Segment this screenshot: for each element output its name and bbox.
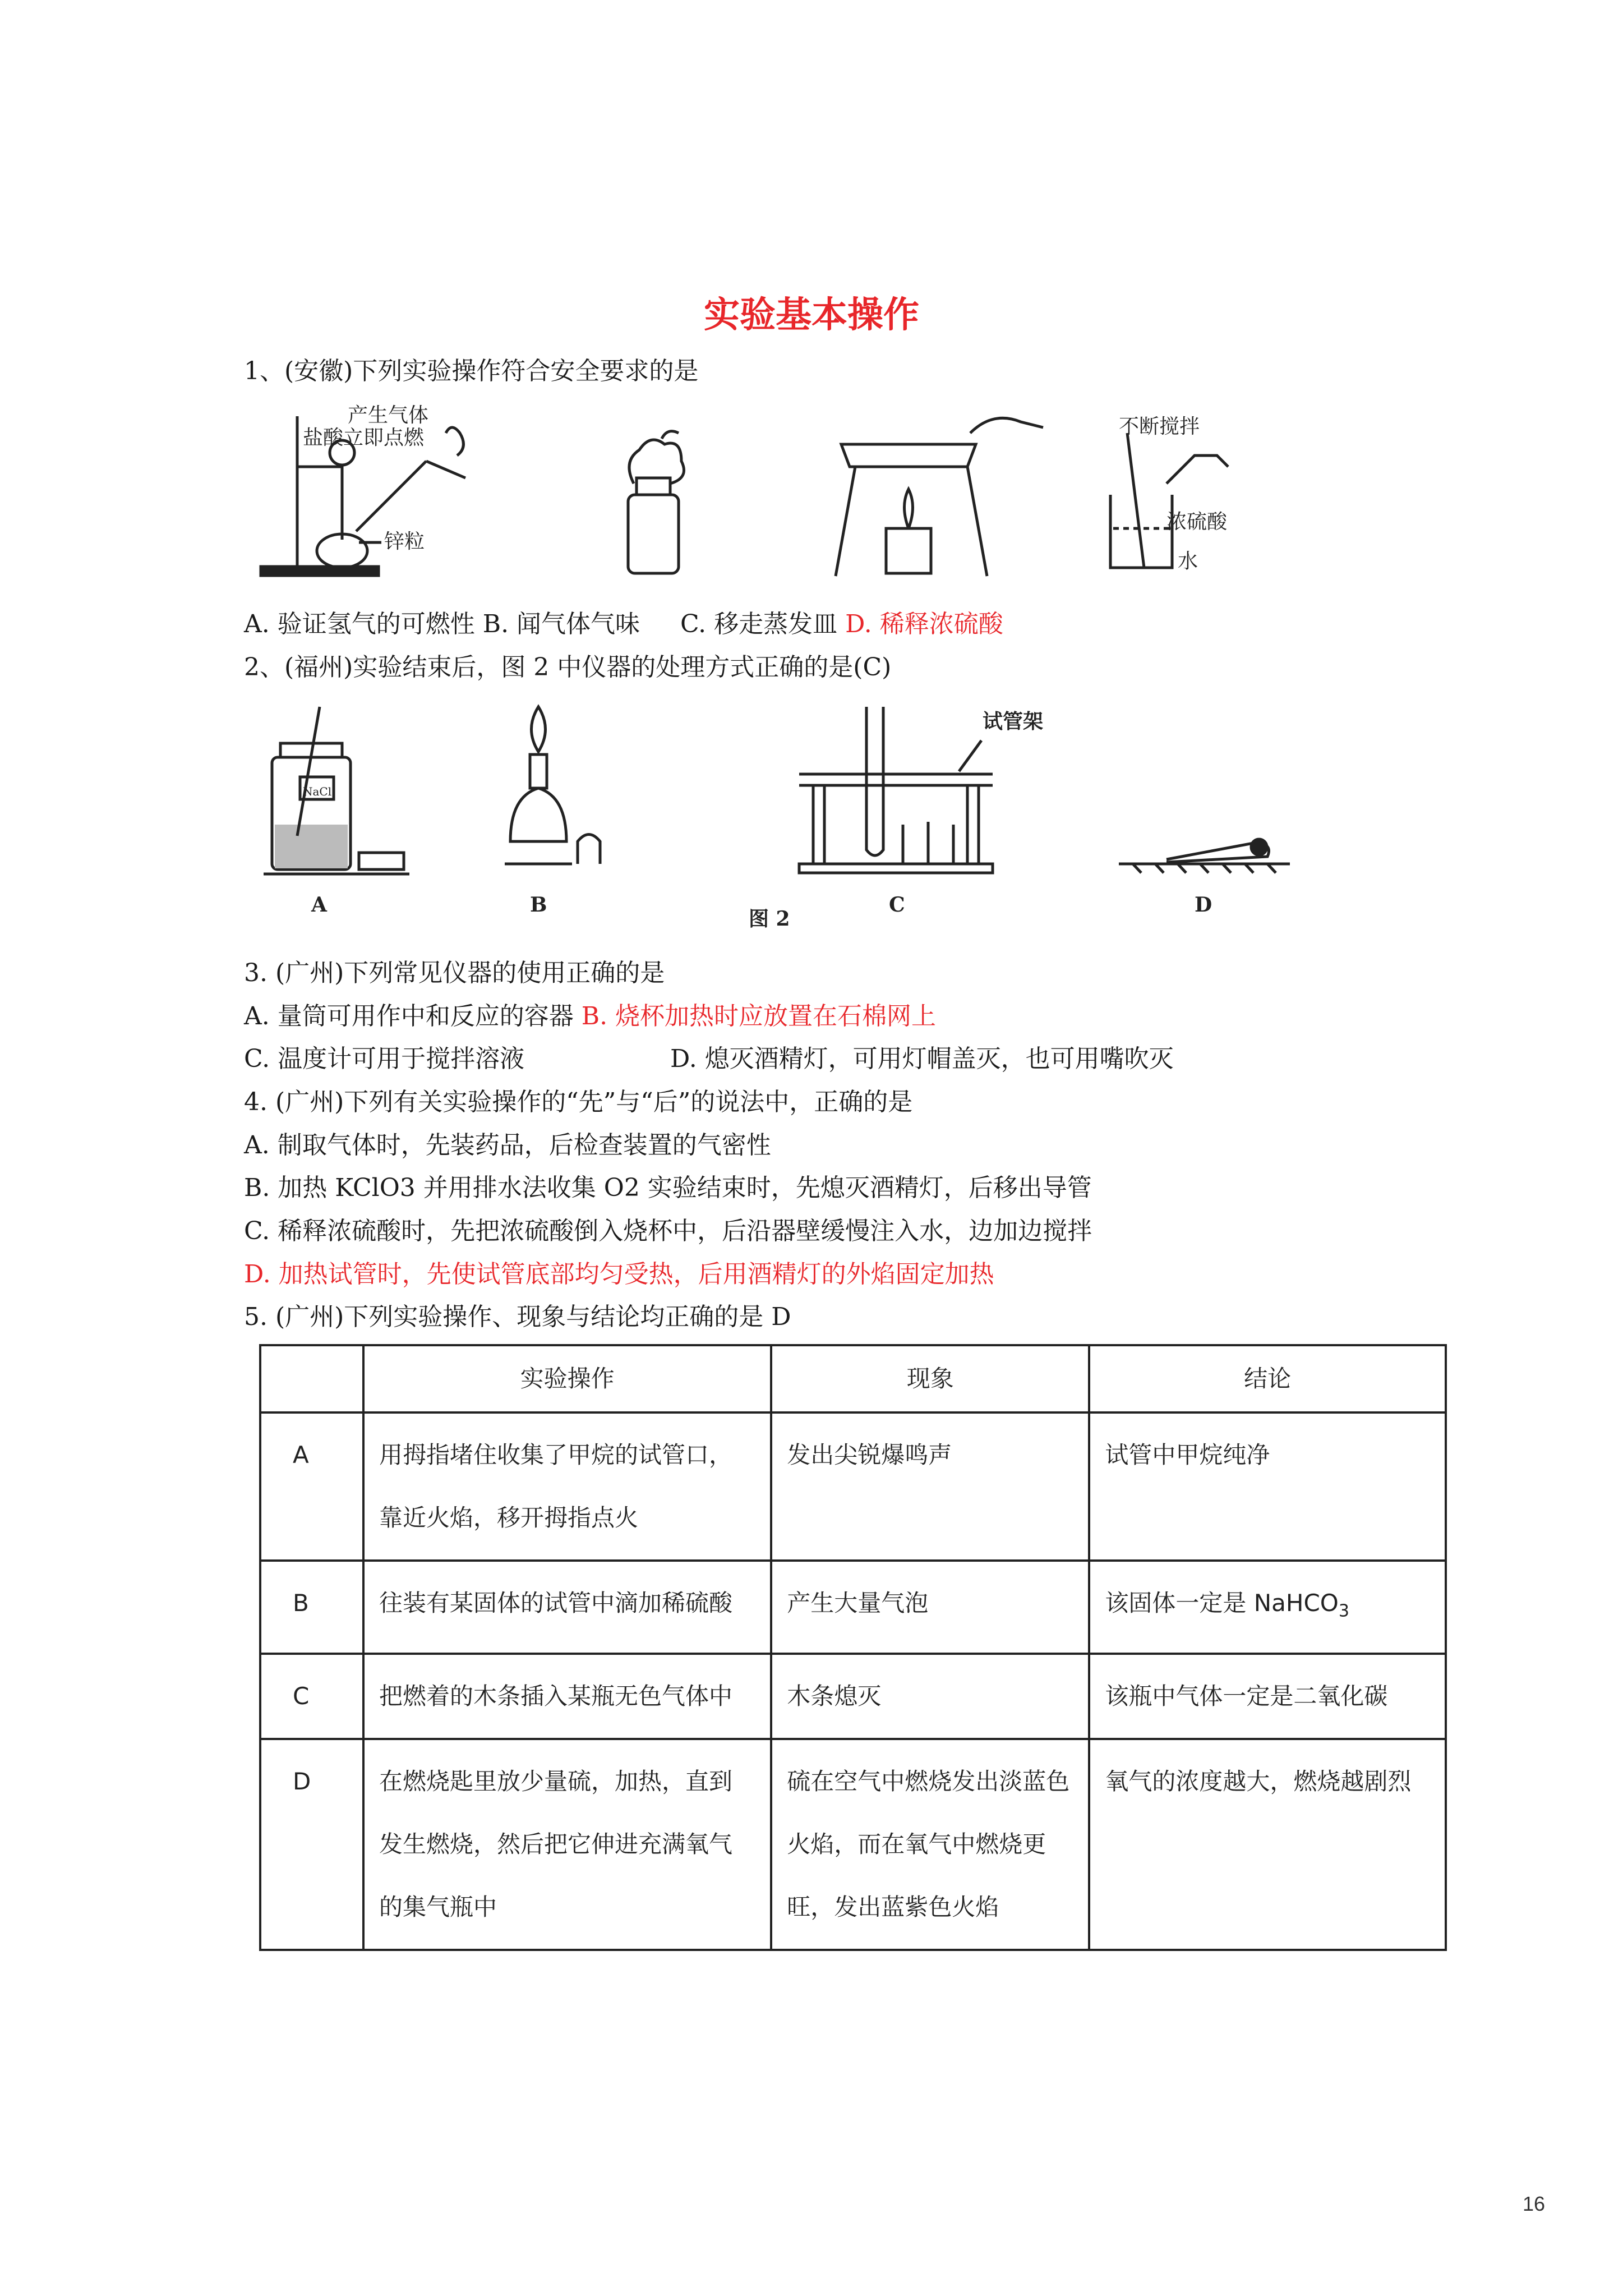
phenomenon-cell: 硫在空气中燃烧发出淡蓝色火焰，而在氧气中燃烧更旺，发出蓝紫色火焰 [771, 1739, 1089, 1950]
q2-label-d: D [1195, 893, 1212, 917]
q3-options-ab [244, 1000, 936, 1033]
evaporating-dish-drawing [836, 418, 1043, 576]
q2-label-b: B [530, 893, 547, 917]
q4-option-b: B. 加热 KClO3 并用排水法收集 O2 实验结束时，先熄灭酒精灯，后移出导管 [244, 1174, 1092, 1202]
conclusion-cell [1089, 1561, 1446, 1654]
q1-options [244, 608, 1003, 641]
alcohol-lamp-drawing [505, 707, 600, 864]
conclusion-cell: 该瓶中气体一定是二氧化碳 [1089, 1654, 1446, 1739]
subscript-3: 3 [1338, 1601, 1349, 1621]
q1-options-text: A. 验证氢气的可燃性 B. 闻气体气味 C. 移走蒸发皿 [244, 610, 846, 638]
q1-label-gas: 产生气体 [348, 404, 429, 427]
q3-option-d: D. 熄灭酒精灯，可用灯帽盖灭，也可用嘴吹灭 [670, 1045, 1174, 1073]
operation-cell: 往装有某固体的试管中滴加稀硫酸 [363, 1561, 771, 1654]
q3-option-c: C. 温度计可用于搅拌溶液 [244, 1045, 525, 1073]
q2-label-c: C [889, 893, 905, 917]
q1-stem: 1、(安徽)下列实验操作符合安全要求的是 [244, 357, 699, 385]
q3-option-a: A. 量筒可用作中和反应的容器 [244, 1002, 582, 1030]
q1-label-h2so4: 浓硫酸 [1166, 510, 1228, 533]
phenomenon-cell: 发出尖锐爆鸣声 [771, 1412, 1089, 1561]
q1-label-water: 水 [1178, 550, 1198, 573]
test-tube-lying-drawing [1119, 839, 1290, 873]
table-header-cell: 结论 [1089, 1345, 1446, 1412]
q4-option-d: D. 加热试管时，先使试管底部均匀受热，后用酒精灯的外焰固定加热 [244, 1260, 994, 1289]
page-title: 实验基本操作 [704, 295, 919, 336]
q1-label-stir: 不断搅拌 [1119, 415, 1200, 438]
q2-figure [247, 696, 1340, 939]
conclusion-text: 该固体一定是 NaHCO [1105, 1589, 1339, 1617]
q2-figure-caption: 图 2 [749, 907, 790, 931]
operation-cell: 在燃烧匙里放少量硫，加热，直到发生燃烧，然后把它伸进充满氧气的集气瓶中 [363, 1739, 771, 1950]
q1-label-acid: 盐酸 [303, 426, 344, 449]
q3-stem: 3. (广州)下列常见仪器的使用正确的是 [244, 959, 665, 987]
phenomenon-cell: 木条熄灭 [771, 1654, 1089, 1739]
table-header-row [260, 1345, 1446, 1412]
smell-bottle-drawing [628, 431, 684, 573]
q1-label-ignite: 立即点燃 [343, 426, 425, 449]
table-row [260, 1739, 1446, 1950]
q1-label-zinc: 锌粒 [384, 530, 425, 553]
operation-cell: 把燃着的木条插入某瓶无色气体中 [363, 1654, 771, 1739]
test-tube-rack-drawing [799, 707, 993, 873]
q5-stem: 5. (广州)下列实验操作、现象与结论均正确的是 D [244, 1303, 791, 1331]
conclusion-cell: 试管中甲烷纯净 [1089, 1412, 1446, 1561]
conclusion-cell: 氧气的浓度越大，燃烧越剧烈 [1089, 1739, 1446, 1950]
table-header-cell [260, 1345, 363, 1412]
q2-label-nacl: NaCl [303, 785, 332, 798]
q1-figure [247, 399, 1340, 592]
table-header-cell: 实验操作 [363, 1345, 771, 1412]
reagent-jar-drawing [264, 707, 409, 874]
row-label: D [260, 1739, 363, 1950]
q4-option-c: C. 稀释浓硫酸时，先把浓硫酸倒入烧杯中，后沿器壁缓慢注入水，边加边搅拌 [244, 1217, 1092, 1245]
row-label: C [260, 1654, 363, 1739]
q2-stem: 2、(福州)实验结束后，图 2 中仪器的处理方式正确的是(C) [244, 653, 892, 682]
row-label: B [260, 1561, 363, 1654]
q4-option-a: A. 制取气体时，先装药品，后检查装置的气密性 [244, 1131, 771, 1159]
q3-option-b: B. 烧杯加热时应放置在石棉网上 [581, 1002, 937, 1030]
experiment-table [259, 1344, 1447, 1951]
table-row [260, 1412, 1446, 1561]
q4-stem: 4. (广州)下列有关实验操作的“先”与“后”的说法中，正确的是 [244, 1088, 913, 1116]
q1-answer: D. 稀释浓硫酸 [845, 610, 1003, 638]
row-label: A [260, 1412, 363, 1561]
table-row [260, 1561, 1446, 1654]
phenomenon-cell: 产生大量气泡 [771, 1561, 1089, 1654]
table-row [260, 1654, 1446, 1739]
operation-cell: 用拇指堵住收集了甲烷的试管口，靠近火焰，移开拇指点火 [363, 1412, 771, 1561]
dilution-beaker-drawing [1110, 433, 1228, 568]
q2-label-rack: 试管架 [983, 710, 1044, 733]
page-number: 16 [1523, 2192, 1546, 2215]
q2-label-a: A [311, 893, 327, 917]
table-header-cell: 现象 [771, 1345, 1089, 1412]
